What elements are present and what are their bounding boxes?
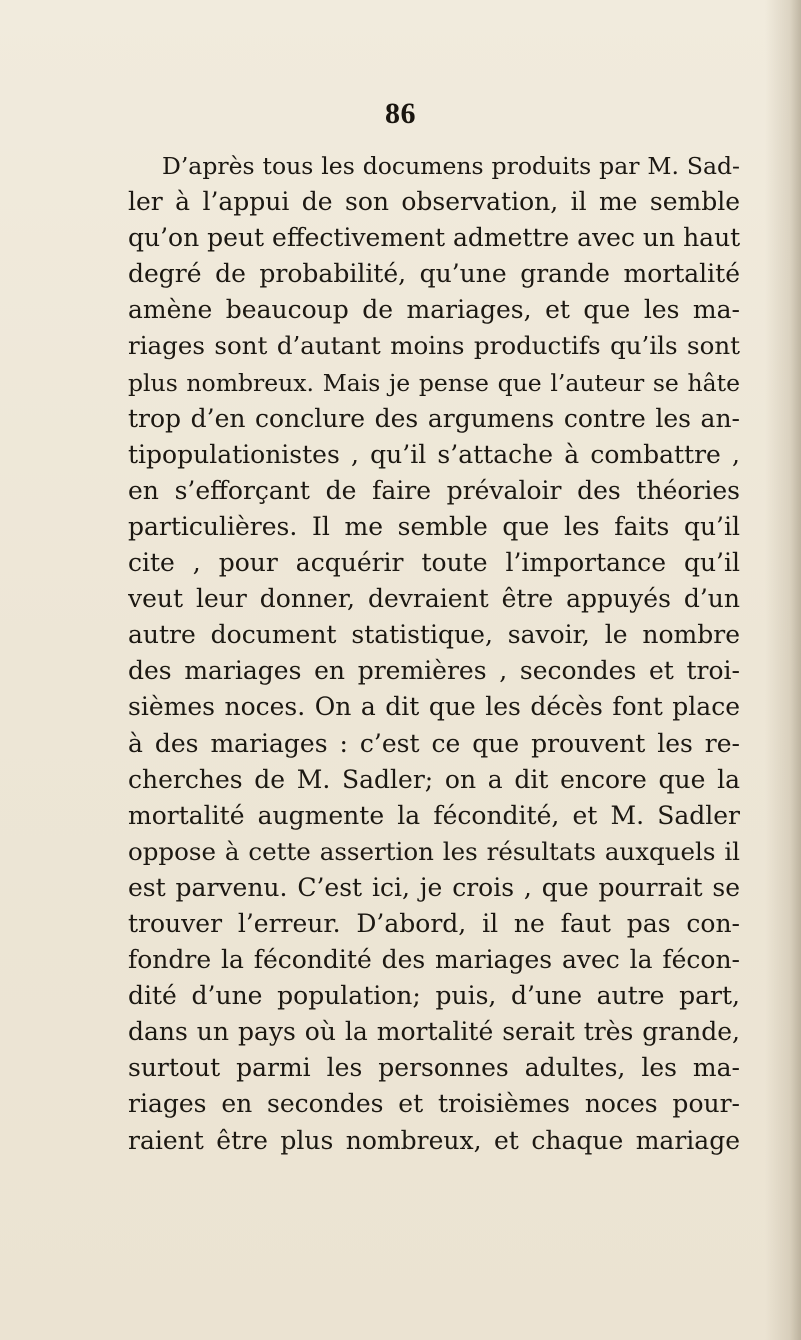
text-line: cite , pour acquérir toute l’importance qu’il: [128, 548, 740, 578]
text-line: oppose à cette assertion les résultats auxquels il: [128, 836, 740, 866]
text-line: cherches de M. Sadler; on a dit encore que la: [128, 764, 740, 794]
text-line: fondre la fécondité des mariages avec la fécon-: [128, 945, 740, 975]
text-line: veut leur donner, devraient être appuyés d’un: [128, 584, 740, 614]
text-line: riages sont d’autant moins productifs qu’ils sont: [128, 331, 740, 361]
text-line: riages en secondes et troisièmes noces pour-: [128, 1089, 740, 1119]
text-line: trouver l’erreur. D’abord, il ne faut pas con-: [128, 908, 740, 938]
text-line: plus nombreux. Mais je pense que l’auteur se hâte: [128, 368, 740, 397]
text-line: des mariages en premières , secondes et troi-: [128, 656, 740, 686]
text-line: dité d’une population; puis, d’une autre part,: [128, 981, 740, 1011]
text-line: est parvenu. C’est ici, je crois , que pourrait se: [128, 872, 740, 902]
text-line: mortalité augmente la fécondité, et M. Sadler: [128, 800, 740, 830]
text-line: en s’efforçant de faire prévaloir des théories: [128, 475, 740, 505]
text-line: degré de probabilité, qu’une grande mortalité: [128, 259, 740, 289]
text-line: tipopulationistes , qu’il s’attache à combattre ,: [128, 439, 740, 469]
text-line: particulières. Il me semble que les faits qu’il: [128, 511, 740, 541]
text-line: ler à l’appui de son observation, il me semble: [128, 187, 740, 217]
body-text: [128, 148, 740, 1159]
text-line: D’après tous les documens produits par M. Sad-: [162, 152, 740, 180]
text-line: amène beaucoup de mariages, et que les ma-: [128, 295, 740, 325]
text-line: à des mariages : c’est ce que prouvent les re-: [128, 728, 740, 758]
text-line: trop d’en conclure des argumens contre les an-: [128, 403, 740, 433]
page-number: 86: [385, 97, 416, 130]
text-line: raient être plus nombreux, et chaque mariage: [128, 1125, 740, 1155]
text-line: surtout parmi les personnes adultes, les ma-: [128, 1053, 740, 1083]
text-line: sièmes noces. On a dit que les décès font place: [128, 692, 740, 722]
text-line: qu’on peut effectivement admettre avec un haut: [128, 223, 740, 253]
text-line: dans un pays où la mortalité serait très grande,: [128, 1017, 740, 1047]
text-line: autre document statistique, savoir, le nombre: [128, 620, 740, 650]
